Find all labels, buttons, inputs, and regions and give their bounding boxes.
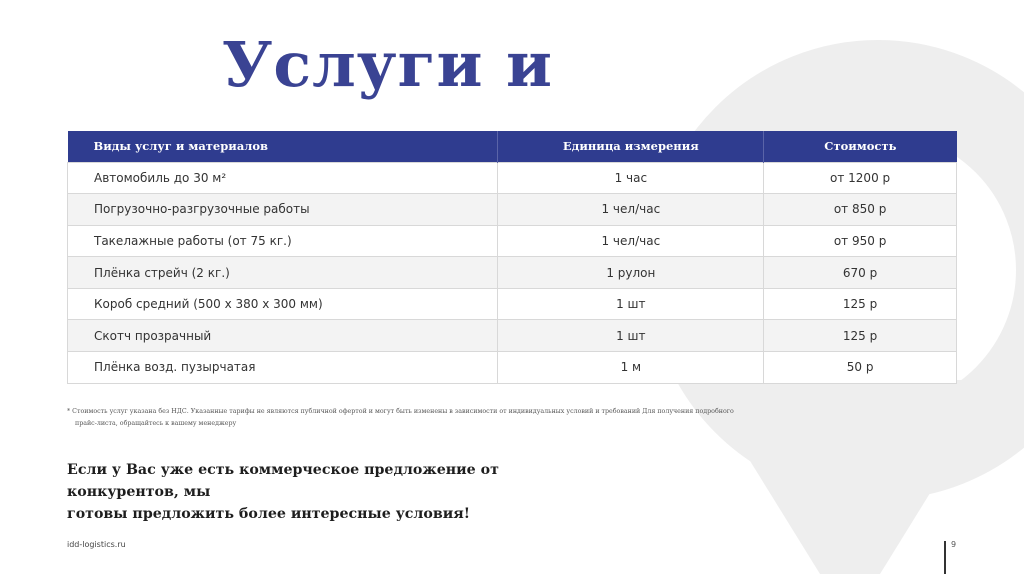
offer-text [67,459,607,525]
footnote-line: прайс-листа, обращайтесь к вашему менеджеру [75,420,237,427]
table-row [68,194,957,226]
footnote-line: * Стоимость услуг указана без НДС. Указанные тарифы не являются публичной офертой и могут быть изменены в зависимости от индивидуальных условий и требований Для получения подробного [67,408,734,415]
header-unit: Единица измерения [498,131,764,162]
table-row [68,225,957,257]
service-cell: Автомобиль до 30 м² [68,162,498,194]
unit-cell: 1 рулон [498,257,764,289]
unit-cell: 1 час [498,162,764,194]
header-price: Стоимость [764,131,957,162]
footer-divider [944,541,946,574]
offer-line: Если у Вас уже есть коммерческое предложение от конкурентов, мы [67,462,499,500]
unit-cell: 1 шт [498,288,764,320]
unit-cell: 1 шт [498,320,764,352]
price-cell: 670 р [764,257,957,289]
price-cell: 50 р [764,352,957,384]
price-cell: от 950 р [764,225,957,257]
service-cell: Погрузочно-разгрузочные работы [68,194,498,226]
service-cell: Скотч прозрачный [68,320,498,352]
unit-cell: 1 м [498,352,764,384]
price-cell: от 1200 р [764,162,957,194]
price-cell: 125 р [764,320,957,352]
slide-title: Услуги и [222,28,554,101]
footnote [67,406,757,430]
service-cell: Такелажные работы (от 75 кг.) [68,225,498,257]
table-row [68,288,957,320]
offer-line: готовы предложить более интересные условия! [67,506,470,522]
table-row [68,162,957,194]
table-row [68,352,957,384]
price-cell: 125 р [764,288,957,320]
table-row [68,257,957,289]
service-cell: Плёнка стрейч (2 кг.) [68,257,498,289]
header-services: Виды услуг и материалов [68,131,498,162]
page-number: 9 [951,540,957,549]
table-header-row [68,131,957,162]
table-row [68,320,957,352]
price-table [67,131,957,384]
service-cell: Короб средний (500 х 380 х 300 мм) [68,288,498,320]
unit-cell: 1 чел/час [498,194,764,226]
website-link[interactable]: idd-logistics.ru [67,540,126,549]
price-cell: от 850 р [764,194,957,226]
unit-cell: 1 чел/час [498,225,764,257]
service-cell: Плёнка возд. пузырчатая [68,352,498,384]
